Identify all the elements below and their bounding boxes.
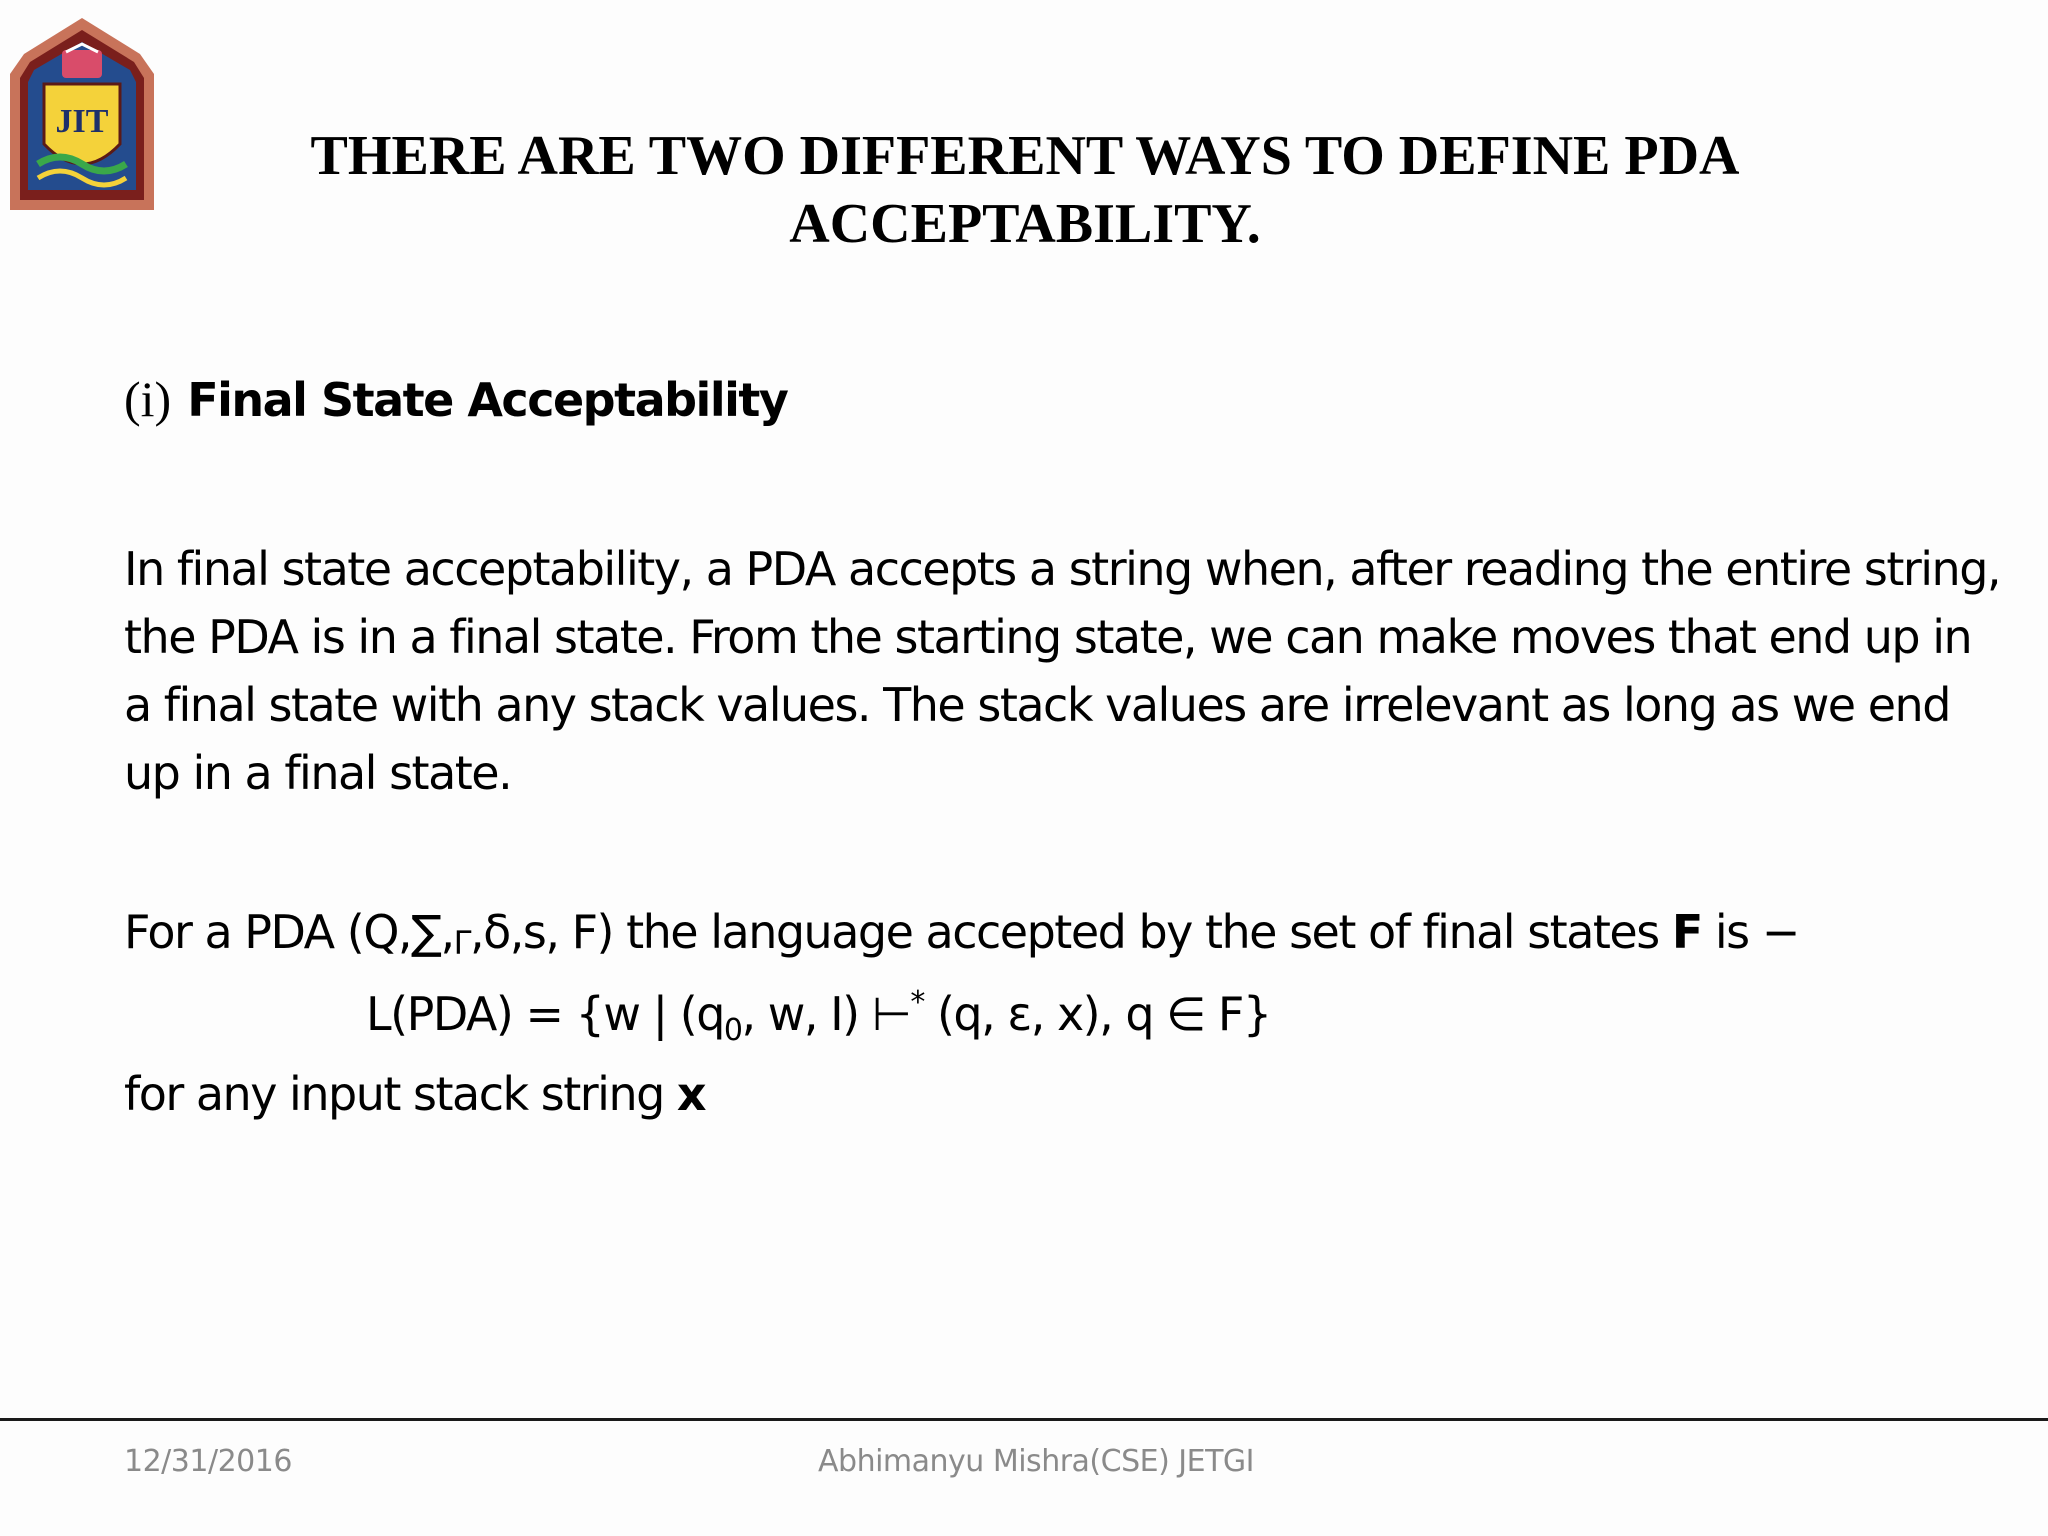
language-formula [366, 985, 1271, 1048]
body-paragraph: In final state acceptability, a PDA accepts a string when, after reading the entire string, the PDA is in a final state. From the starting state, we can make moves that end up in a final state with any stack values. The stack values are irrelevant as long as we end up in a final state. [124, 542, 2001, 800]
formula-superscript: * [910, 985, 924, 1020]
formula-part-3: (q, ε, x), q ∈ F} [923, 987, 1271, 1041]
final-states-symbol: F [1671, 905, 1702, 959]
section-heading [124, 370, 787, 428]
footer-divider [0, 1418, 2048, 1421]
stack-string-line [124, 1067, 705, 1121]
svg-text:JIT: JIT [55, 103, 109, 140]
definition-prefix: For a PDA (Q,∑, [124, 905, 454, 959]
definition-suffix: is − [1701, 905, 1799, 959]
footer-author: Abhimanyu Mishra(CSE) JETGI [818, 1444, 1255, 1479]
stack-string-symbol: x [676, 1067, 706, 1121]
definition-middle: ,δ,s, F) the language accepted by the set of final states [469, 905, 1672, 959]
stack-line-text: for any input stack string [124, 1067, 677, 1121]
formula-part-2: , w, I) ⊢ [741, 987, 911, 1041]
gamma-symbol: Γ [453, 924, 470, 962]
section-label: Final State Acceptability [187, 373, 788, 427]
footer-date: 12/31/2016 [124, 1444, 292, 1479]
formula-part-1: L(PDA) = {w | (q [366, 987, 724, 1041]
slide-title: THERE ARE TWO DIFFERENT WAYS TO DEFINE PDA ACCEPTABILITY. [310, 125, 1740, 255]
formula-subscript: 0 [723, 1013, 742, 1048]
section-number: (i) [124, 371, 172, 427]
definition-line [124, 905, 1799, 962]
college-crest-logo [4, 14, 160, 210]
